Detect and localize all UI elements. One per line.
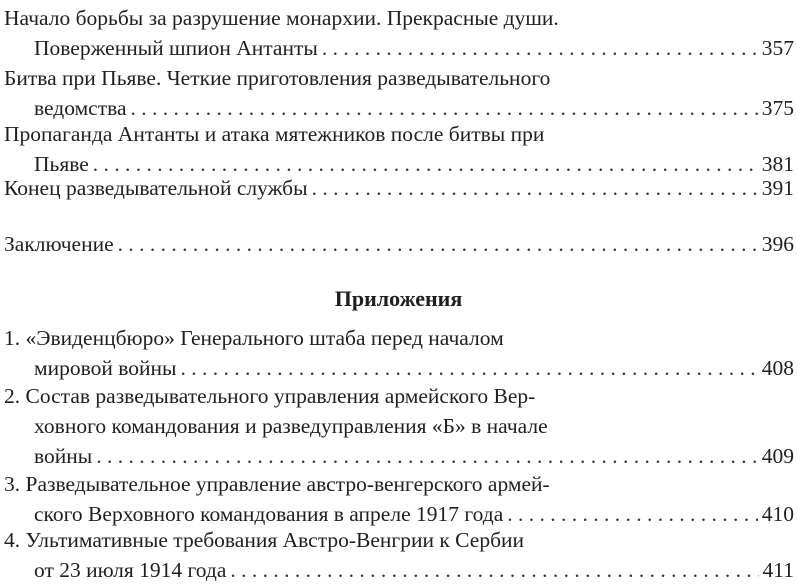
toc-entry bbox=[4, 3, 794, 63]
entry-title-line: 4. Ультимативные требования Австро-Венгрии к Сербии bbox=[4, 528, 525, 552]
page-number: 357 bbox=[761, 36, 794, 60]
toc-entry-conclusion bbox=[4, 229, 794, 259]
appendix-heading: Приложения bbox=[334, 286, 463, 311]
page-number: 411 bbox=[762, 558, 794, 582]
page-number: 396 bbox=[761, 232, 794, 256]
leader-dots bbox=[230, 555, 758, 585]
entry-title-line: Пьяве bbox=[34, 152, 89, 176]
appendix-entry bbox=[4, 323, 794, 383]
entry-title-line: Начало борьбы за разрушение монархии. Прекрасные души. bbox=[4, 6, 559, 30]
toc-entry bbox=[4, 119, 794, 179]
entry-title-line: от 23 июля 1914 года bbox=[34, 558, 227, 582]
entry-title-line: Пропаганда Антанты и атака мятежников после битвы при bbox=[4, 122, 545, 146]
toc-entry bbox=[4, 63, 794, 123]
page-number: 381 bbox=[761, 152, 794, 176]
page-number: 409 bbox=[761, 444, 794, 468]
entry-title-line: 1. «Эвиденцбюро» Генерального штаба перед началом bbox=[4, 326, 504, 350]
toc-entry bbox=[4, 173, 794, 203]
leader-dots bbox=[118, 229, 758, 259]
page-number: 375 bbox=[761, 96, 794, 120]
appendix-entry bbox=[4, 381, 794, 471]
entry-title-line: войны bbox=[34, 444, 93, 468]
leader-dots bbox=[96, 441, 758, 471]
page-number: 391 bbox=[761, 176, 794, 200]
entry-title-line: ведомства bbox=[34, 96, 127, 120]
appendix-entry bbox=[4, 469, 794, 529]
leader-dots bbox=[312, 173, 758, 203]
page-number: 408 bbox=[761, 356, 794, 380]
entry-title-line: мировой войны bbox=[34, 356, 177, 380]
entry-title-line: Поверженный шпион Антанты bbox=[34, 36, 318, 60]
entry-title-line: Заключение bbox=[4, 232, 114, 256]
page-number: 410 bbox=[761, 502, 794, 526]
entry-title-line: 2. Состав разведывательного управления армейского Вер- bbox=[4, 384, 536, 408]
entry-title-line: ского Верховного командования в апреле 1917 года bbox=[34, 502, 504, 526]
entry-title-line: 3. Разведывательное управление австро-венгерского армей- bbox=[4, 472, 550, 496]
leader-dots bbox=[180, 353, 757, 383]
entry-title-line: ховного командования и разведуправления «Б» в начале bbox=[34, 414, 548, 438]
entry-title-line: Битва при Пьяве. Четкие приготовления разведывательного bbox=[4, 66, 551, 90]
appendix-entry bbox=[4, 525, 794, 585]
entry-title-line: Конец разведывательной службы bbox=[4, 176, 308, 200]
leader-dots bbox=[322, 33, 758, 63]
